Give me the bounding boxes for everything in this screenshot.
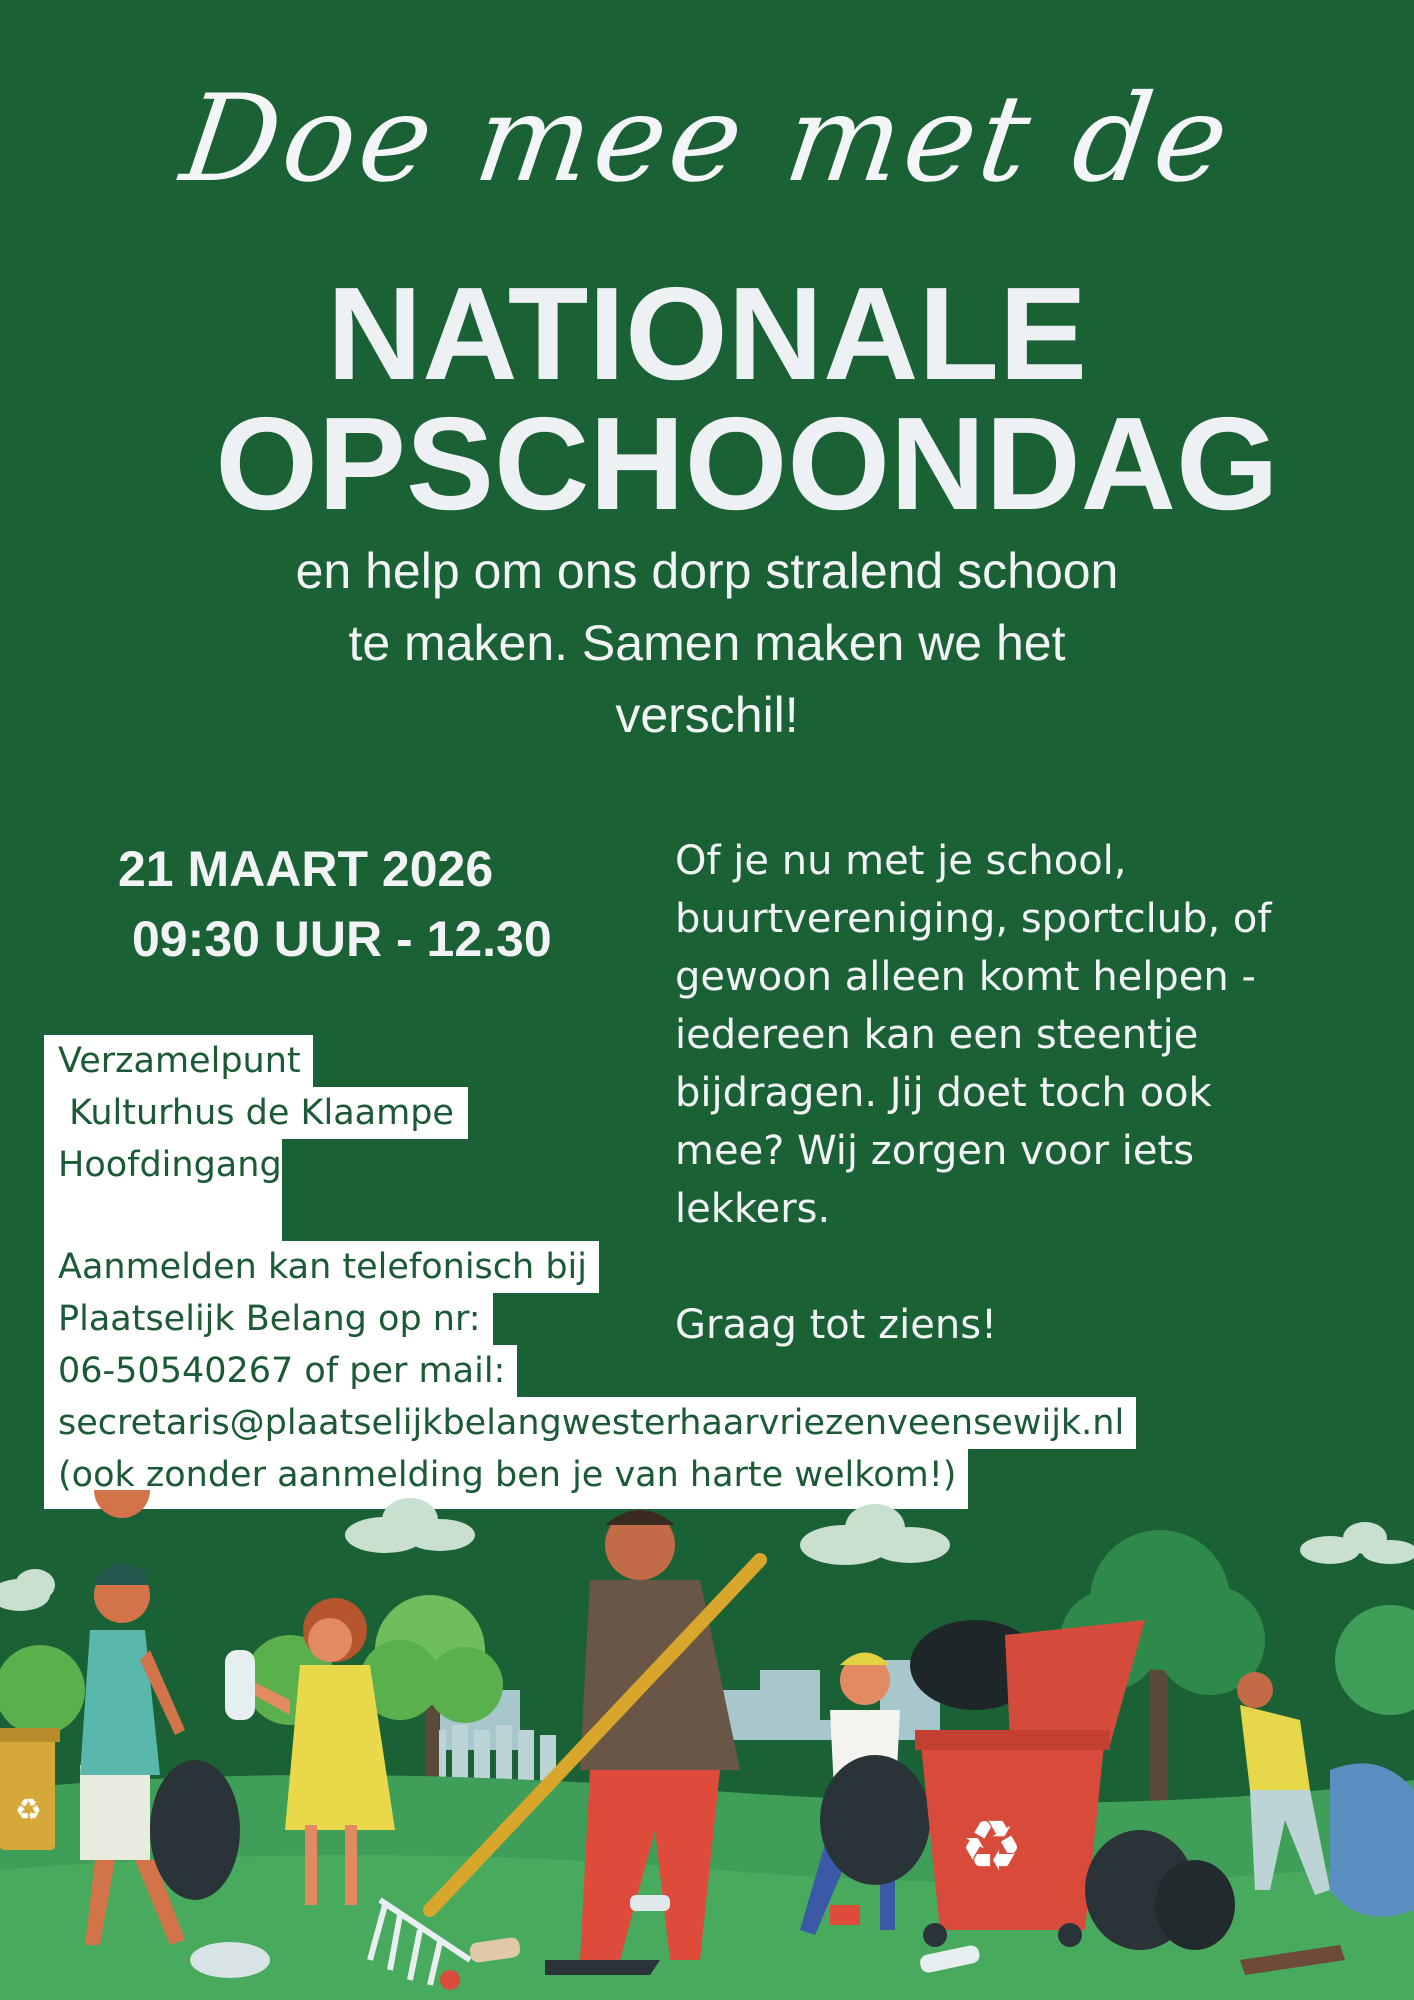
info-line-location (44, 1087, 468, 1139)
right-line: iedereen kan een steentje (675, 1012, 1199, 1058)
event-date: 21 MAART 2026 (118, 841, 494, 897)
info-line-entrance: Hoofdingang (44, 1139, 282, 1241)
subtitle (200, 535, 1214, 751)
location-text: Kulturhus de Klaampe (58, 1093, 454, 1133)
garbage-bag (150, 1760, 240, 1900)
subtitle-line: te maken. Samen maken we het (348, 615, 1066, 671)
svg-text:♻: ♻ (15, 1793, 42, 1828)
cleanup-illustration (0, 1490, 1414, 2000)
right-line: Of je nu met je school, (675, 838, 1127, 884)
garbage-bag (1155, 1860, 1235, 1950)
city-silhouette (700, 1660, 940, 1740)
garbage-bag (820, 1755, 930, 1885)
bottle-icon (225, 1650, 255, 1720)
svg-text:♻: ♻ (960, 1805, 1023, 1887)
title-opschoondag: OPSCHOONDAG (215, 390, 1279, 537)
info-line-organisation: Plaatselijk Belang op nr: (44, 1293, 493, 1345)
right-line: mee? Wij zorgen voor iets (675, 1128, 1195, 1174)
info-line-signup: Aanmelden kan telefonisch bij (44, 1241, 599, 1293)
info-line-verzamelpunt: Verzamelpunt (44, 1035, 313, 1087)
right-line: bijdragen. Jij doet toch ook (675, 1070, 1212, 1116)
recycling-bin-yellow (0, 1728, 60, 1850)
subtitle-line: en help om ons dorp stralend schoon (295, 543, 1119, 599)
right-line: buurtvereniging, sportclub, of (675, 896, 1272, 942)
closing-line: Graag tot ziens! (675, 1302, 998, 1348)
right-line: gewoon alleen komt helpen - (675, 954, 1256, 1000)
person-boy (80, 1490, 240, 1945)
info-line-welcome: (ook zonder aanmelding ben je van harte welkom!) (44, 1449, 968, 1509)
info-line-phone: 06-50540267 of per mail: (44, 1345, 517, 1397)
info-line-email[interactable]: secretaris@plaatselijkbelangwesterhaarvriezenveensewijk.nl (44, 1397, 1136, 1449)
right-line: lekkers. (675, 1186, 831, 1232)
subtitle-line: verschil! (615, 687, 799, 743)
garbage-bag-blue (1330, 1763, 1414, 1916)
script-title: Doe mee met de (173, 70, 1241, 209)
event-time: 09:30 UUR - 12.30 (132, 911, 552, 967)
title-nationale: NATIONALE (326, 260, 1088, 407)
right-text (675, 832, 1315, 1354)
